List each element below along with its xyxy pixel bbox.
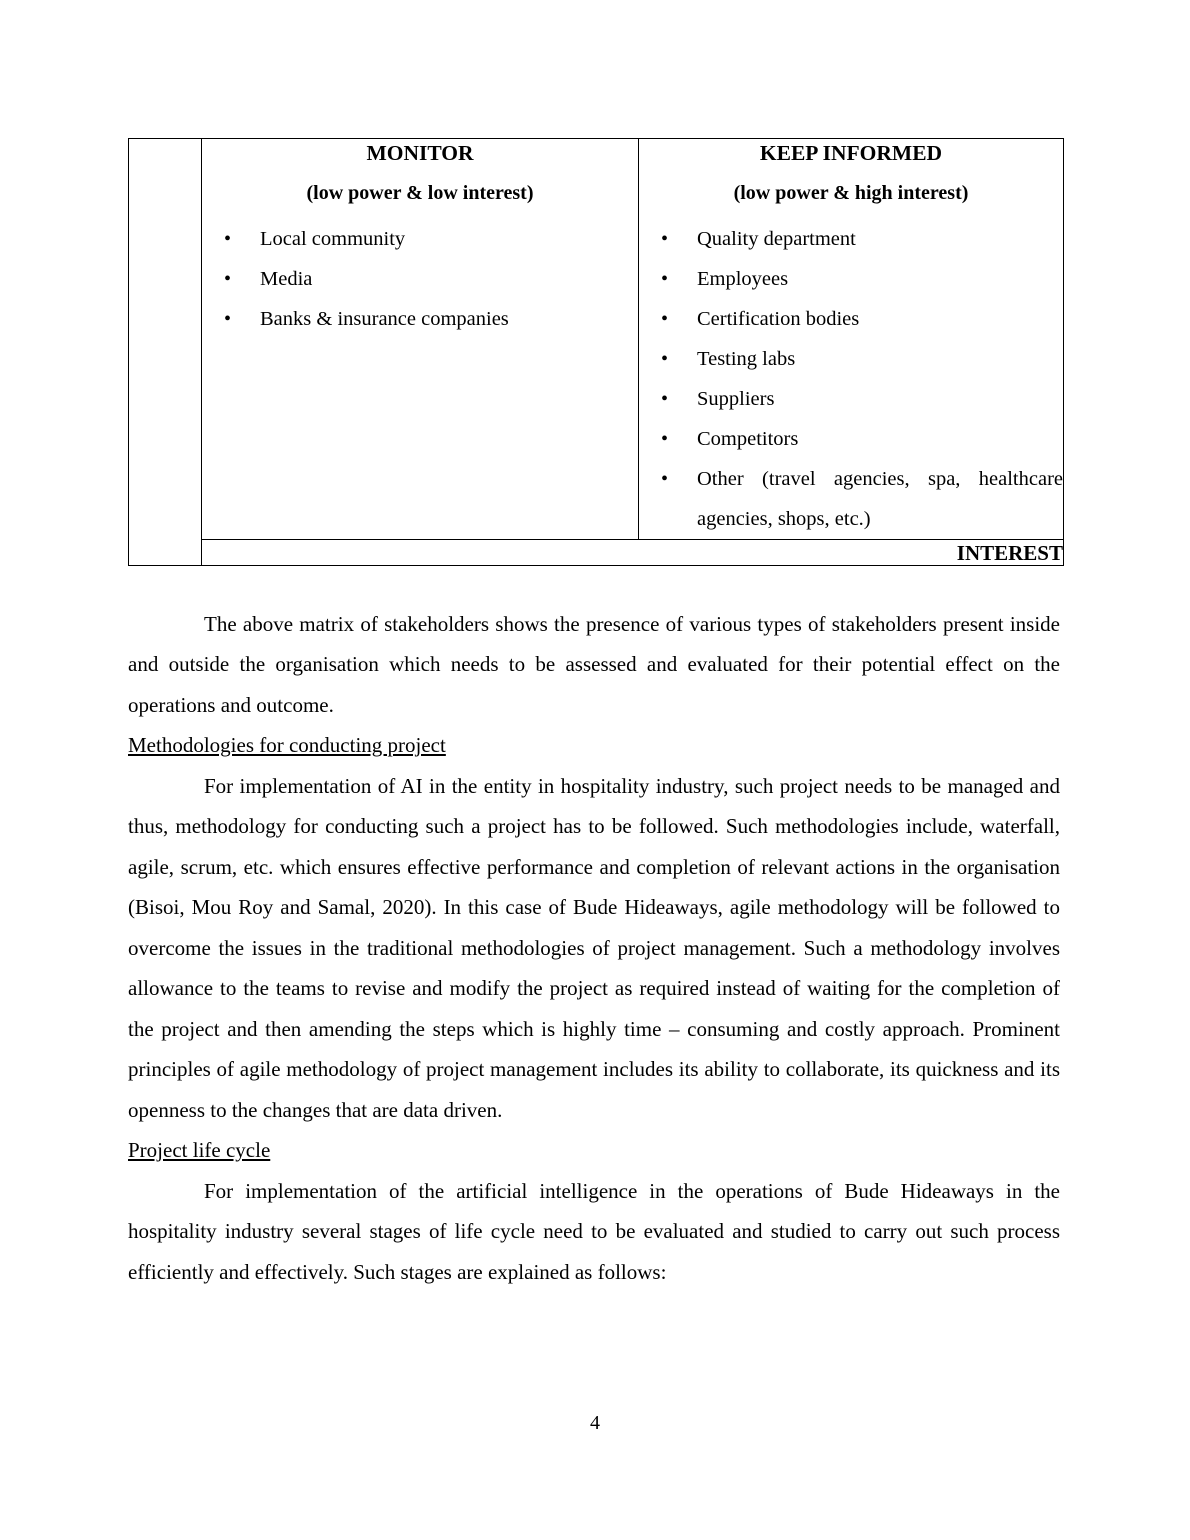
list-item — [639, 379, 1063, 419]
page-number: 4 — [590, 1412, 600, 1434]
list-item-label: Competitors — [697, 427, 799, 450]
bullet-icon: • — [661, 227, 669, 250]
list-item-label: Media — [260, 267, 313, 290]
bullet-icon: • — [224, 227, 232, 250]
list-item-label: Suppliers — [697, 387, 775, 410]
heading-methodologies: Methodologies for conducting project — [128, 733, 446, 758]
table-row — [129, 139, 1064, 540]
list-item — [639, 339, 1063, 379]
paragraph-matrix-summary: The above matrix of stakeholders shows the presence of various types of stakeholders present inside and outside the organisation which needs to be assessed and evaluated for their potential effect on the operations and outcome. — [128, 611, 1060, 717]
list-item — [639, 219, 1063, 259]
list-item — [639, 419, 1063, 459]
bullet-icon: • — [661, 347, 669, 370]
bullet-icon: • — [661, 267, 669, 290]
heading-project-life-cycle: Project life cycle — [128, 1138, 271, 1163]
bullet-icon: • — [661, 427, 669, 450]
matrix-axis-spacer-cell — [129, 139, 202, 566]
axis-label-interest: INTEREST — [956, 540, 1063, 565]
list-item-label: Employees — [697, 267, 789, 290]
list-item-label: Quality department — [697, 227, 856, 250]
paragraph-methodologies: For implementation of AI in the entity in hospitality industry, such project needs to be managed and thus, methodology for conducting such a project has to be followed. Such methodologies include, waterfall, agile, scrum, etc. which ensures effective performance and completion of relevant actions in the organisation (Bisoi, Mou Roy and Samal, 2020). In this case of Bude Hideaways, agile methodology will be followed to overcome the issues in the traditional methodologies of project management. Such a methodology involves allowance to the teams to revise and modify the project as required instead of waiting for the completion of the project and then amending the steps which is highly time – consuming and costly approach. Prominent principles of agile methodology of project management includes its ability to collaborate, its quickness and its openness to the changes that are data driven. — [128, 773, 1060, 1122]
list-item — [202, 299, 638, 339]
bullet-icon: • — [661, 307, 669, 330]
page-content — [128, 138, 1063, 1292]
quadrant-title: KEEP INFORMED — [759, 141, 943, 165]
list-item-label: Other (travel agencies, spa, healthcare agencies, shops, etc.) — [697, 467, 1063, 530]
quadrant-item-list — [639, 219, 1063, 539]
bullet-icon: • — [224, 307, 232, 330]
bullet-icon: • — [661, 467, 669, 490]
matrix-quadrant-keep-informed — [639, 139, 1064, 540]
quadrant-item-list — [202, 219, 638, 339]
list-item — [639, 459, 1063, 539]
list-item — [202, 259, 638, 299]
bullet-icon: • — [224, 267, 232, 290]
list-item — [639, 259, 1063, 299]
spacer — [128, 566, 1060, 604]
bullet-icon: • — [661, 387, 669, 410]
matrix-interest-axis-row — [202, 539, 1064, 565]
list-item-label: Testing labs — [697, 347, 796, 370]
quadrant-title: MONITOR — [366, 141, 474, 165]
list-item-label: Certification bodies — [697, 307, 860, 330]
stakeholder-matrix-table — [128, 138, 1064, 566]
table-row — [129, 539, 1064, 565]
list-item — [202, 219, 638, 259]
matrix-quadrant-monitor — [202, 139, 639, 540]
list-item-label: Local community — [260, 227, 406, 250]
quadrant-subtitle: (low power & high interest) — [733, 181, 969, 204]
quadrant-subtitle: (low power & low interest) — [306, 181, 534, 204]
list-item — [639, 299, 1063, 339]
list-item-label: Banks & insurance companies — [260, 307, 509, 330]
paragraph-project-life-cycle: For implementation of the artificial intelligence in the operations of Bude Hideaways in the hospitality industry several stages of life cycle need to be evaluated and studied to carry out such process efficiently and effectively. Such stages are explained as follows: — [128, 1178, 1060, 1284]
